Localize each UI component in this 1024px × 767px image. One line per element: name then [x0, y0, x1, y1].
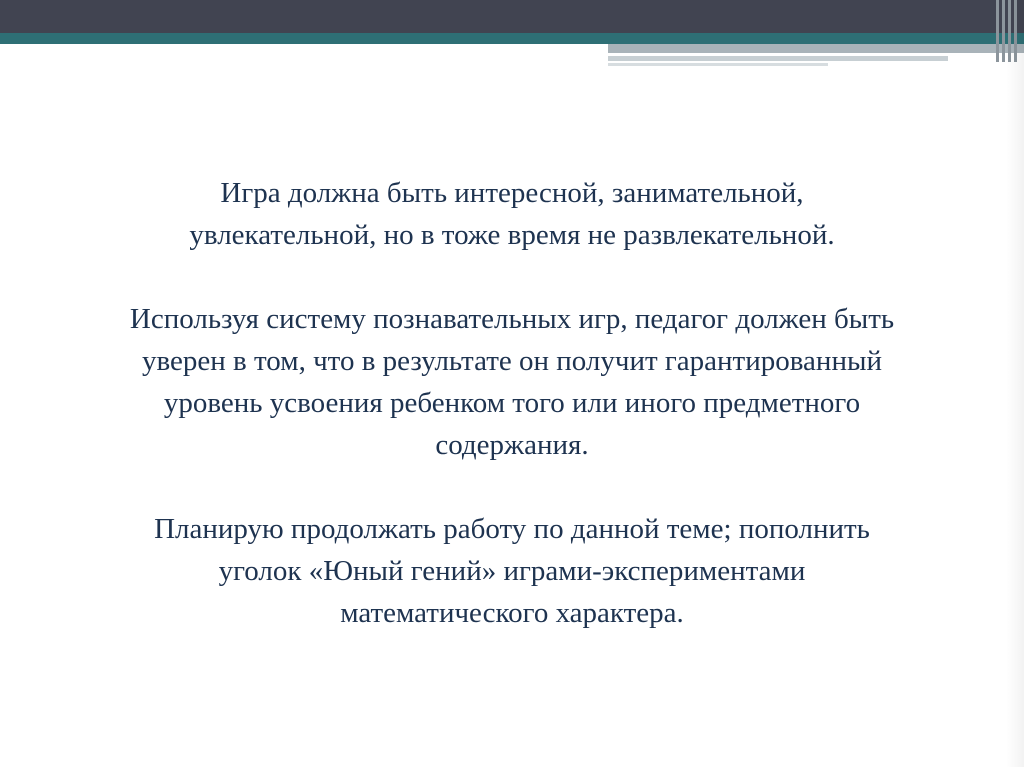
paragraph-cognitive-games [30, 298, 994, 466]
text-line: математического характера. [340, 597, 684, 629]
header-light-band-thin [608, 63, 828, 66]
header-dark-band [0, 0, 1024, 33]
slide-body-text [30, 172, 994, 634]
text-line: Планирую продолжать работу по данной теме; пополнить [154, 513, 870, 545]
text-line: Используя систему познавательных игр, педагог должен быть [129, 303, 895, 335]
text-line: Игра должна быть интересной, занимательной, [220, 177, 804, 209]
text-line: уровень усвоения ребенком того или иного предметного [163, 387, 861, 419]
text-line: уголок «Юный гений» играми-экспериментами [218, 555, 806, 587]
text-line: увлекательной, но в тоже время не развлекательной. [189, 219, 835, 251]
text-line: содержания. [435, 429, 589, 461]
paragraph-future-plans [30, 508, 994, 634]
header-light-band [608, 56, 948, 61]
header-teal-band [0, 33, 1024, 44]
right-edge-shade [1006, 0, 1024, 767]
paragraph-game-interesting [30, 172, 994, 256]
text-line: уверен в том, что в результате он получит гарантированный [142, 345, 882, 377]
header-grey-band [608, 44, 1024, 53]
